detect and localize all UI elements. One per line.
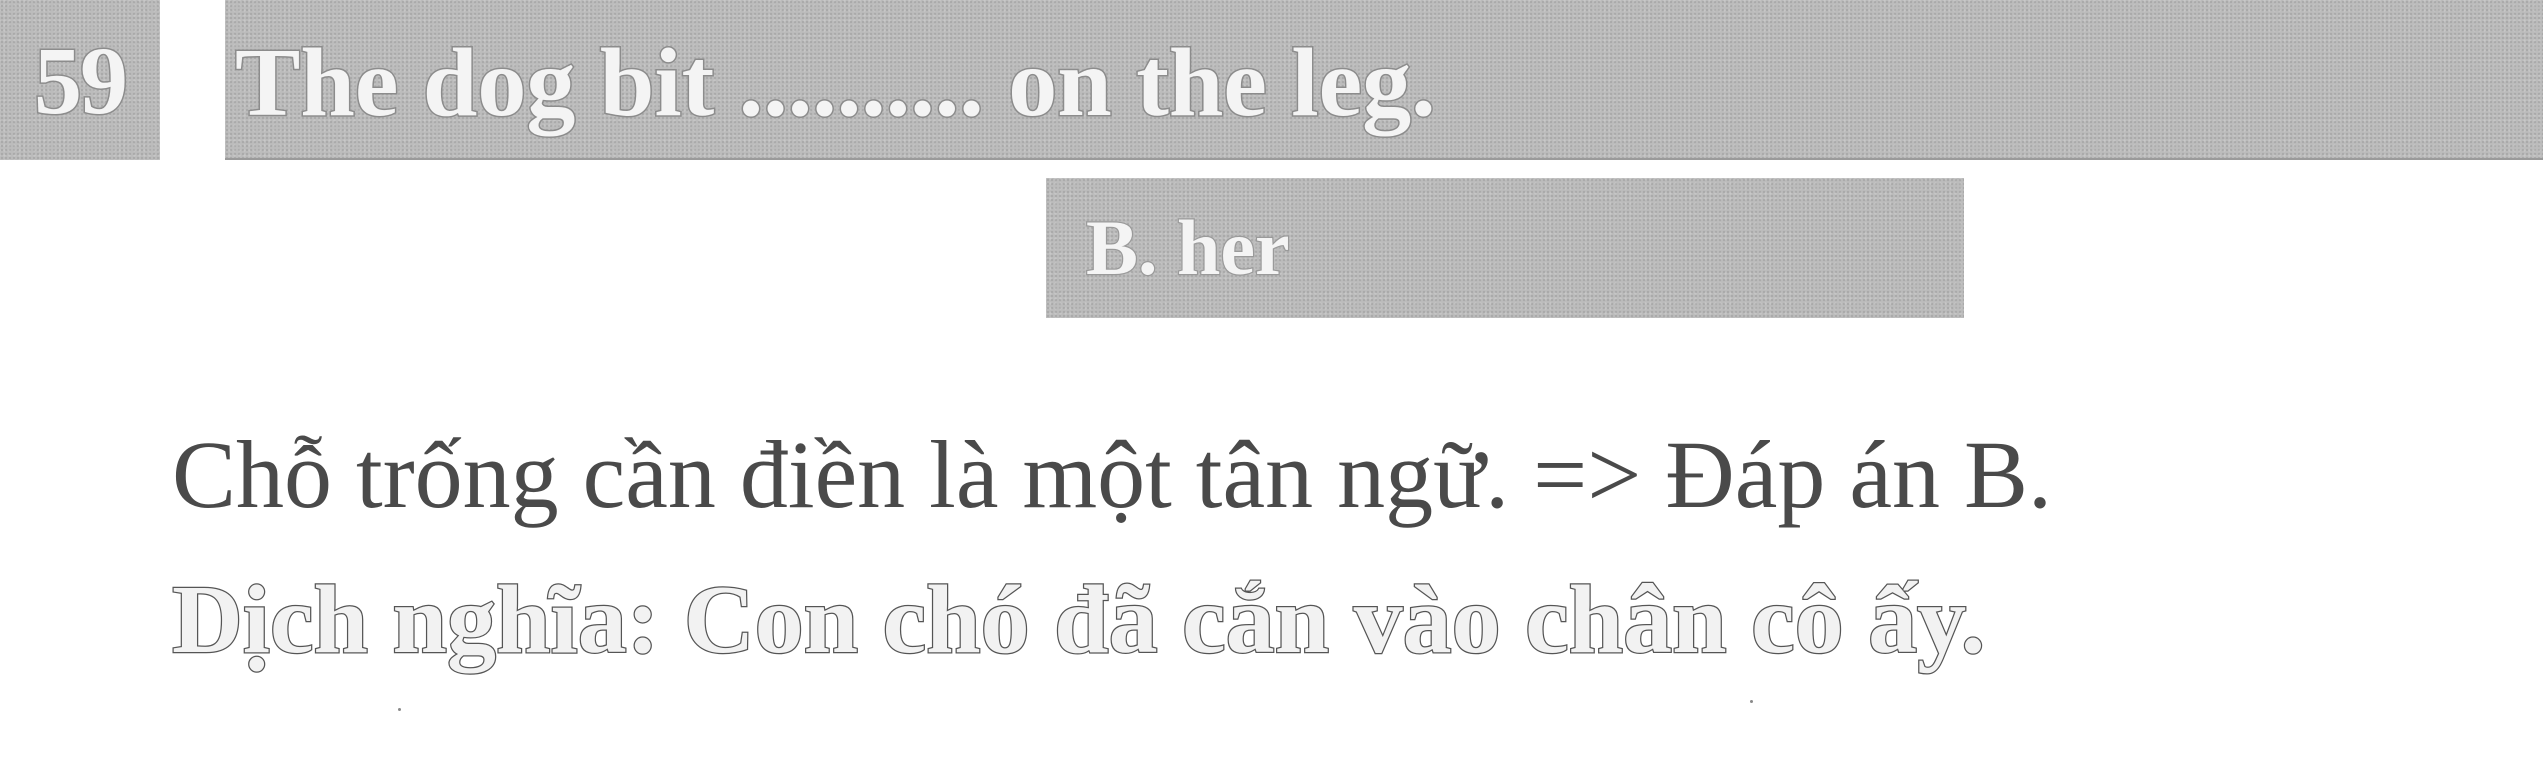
answer-label: B. her — [1086, 204, 1290, 291]
explanation-text: Chỗ trống cần điền là một tân ngữ. => Đáp án B. — [172, 421, 2052, 528]
answer-box — [1046, 178, 1964, 318]
question-text: The dog bit .......... on the leg. — [235, 29, 1436, 137]
scan-speck — [1750, 700, 1753, 703]
question-number-badge — [0, 0, 160, 160]
question-number: 59 — [34, 26, 126, 134]
scan-speck — [398, 708, 401, 711]
translation-text: Dịch nghĩa: Con chó đã cắn vào chân cô ấy. — [172, 566, 1986, 674]
